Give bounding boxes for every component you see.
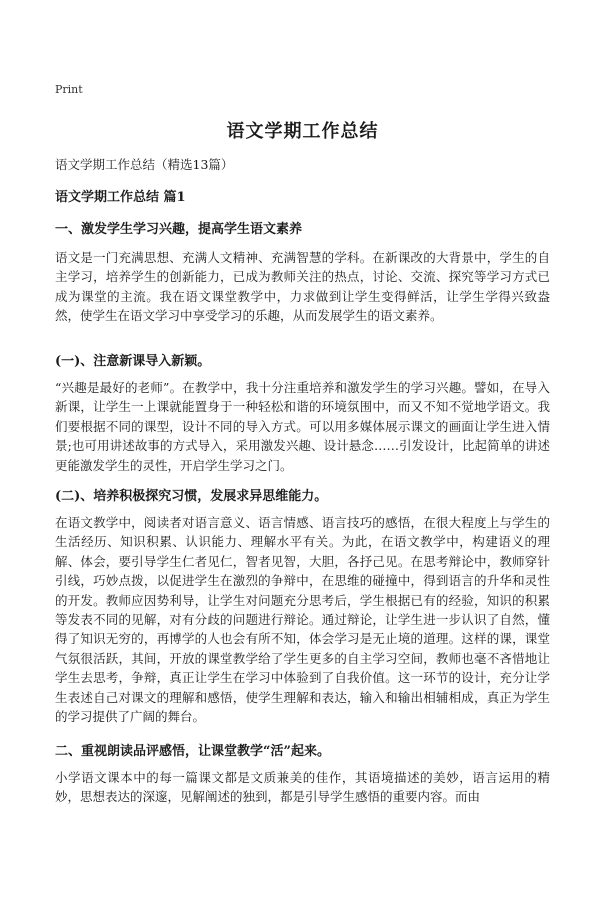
article-heading: 语文学期工作总结 篇1 bbox=[55, 190, 186, 205]
paragraph: 在语文教学中，阅读者对语言意义、语言情感、语言技巧的感悟，在很大程度上与学生的生活经历、知识积累、认识能力、理解水平有关。为此，在语文教学中，构建语义的理解、体会，要引导学生仁者见仁，智者见智，大胆，各抒己见。在思考辩论中，教师穿针引线，巧妙点拨，以促进学生在激烈的争辩中，在思维的碰撞中，得到语言的升华和灵性的开发。教师应因势利导，让学生对问题充分思考后，学生根据已有的经验，知识的积累等发表不同的见解，对有分歧的问题进行辩论。通过辩论，让学生进一步认识了自然，懂得了知识无穷的，再博学的人也会有所不知，体会学习是无止境的道理。这样的课，课堂气氛很活跃，其间，开放的课堂教学给了学生更多的自主学习空间，教师也毫不吝惜地让学生去思考，争辩，真正让学生在学习中体验到了自我价值。这一环节的设计，充分让学生表述自己对课文的理解和感悟，使学生理解和表达，输入和输出相辅相成，真正为学生的学习提供了广阔的舞台。 bbox=[55, 515, 550, 725]
paragraph: “兴趣是最好的老师”。在教学中，我十分注重培养和激发学生的学习兴趣。譬如，在导入新课，让学生一上课就能置身于一种轻松和谐的环境氛围中，而又不知不觉地学语文。我们要根据不同的课型，设计不同的导入方式。可以用多媒体展示课文的画面让学生进入情景;也可用讲述故事的方式导入，采用激发兴趣、设计悬念……引发设计，比起简单的讲述更能激发学生的灵性，开启学生学习之门。 bbox=[55, 380, 550, 473]
section-heading: (一)、注意新课导入新颖。 bbox=[55, 354, 211, 369]
print-label: Print bbox=[55, 83, 83, 96]
section-heading: (二)、培养积极探究习惯，发展求异思维能力。 bbox=[55, 489, 328, 504]
document-subtitle: 语文学期工作总结（精选13篇） bbox=[55, 157, 234, 172]
section-heading: 一、激发学生学习兴趣，提高学生语文素养 bbox=[55, 222, 303, 237]
document-title: 语文学期工作总结 bbox=[226, 121, 379, 142]
section-heading: 二、重视朗读品评感悟，让课堂教学“活”起来。 bbox=[55, 744, 330, 759]
paragraph: 语文是一门充满思想、充满人文精神、充满智慧的学科。在新课改的大背景中，学生的自主学习，培养学生的创新能力，已成为教师关注的热点，讨论、交流、探究等学习方式已成为课堂的主流。我在语文课堂教学中，力求做到让学生变得鲜活，让学生学得兴致盎然，使学生在语文学习中享受学习的乐趣，从而发展学生的语文素养。 bbox=[55, 250, 550, 324]
paragraph: 小学语文课本中的每一篇课文都是文质兼美的佳作，其语境描述的美妙，语言运用的精妙，思想表达的深邃，见解阐述的独到，都是引导学生感悟的重要内容。而由 bbox=[55, 770, 550, 805]
